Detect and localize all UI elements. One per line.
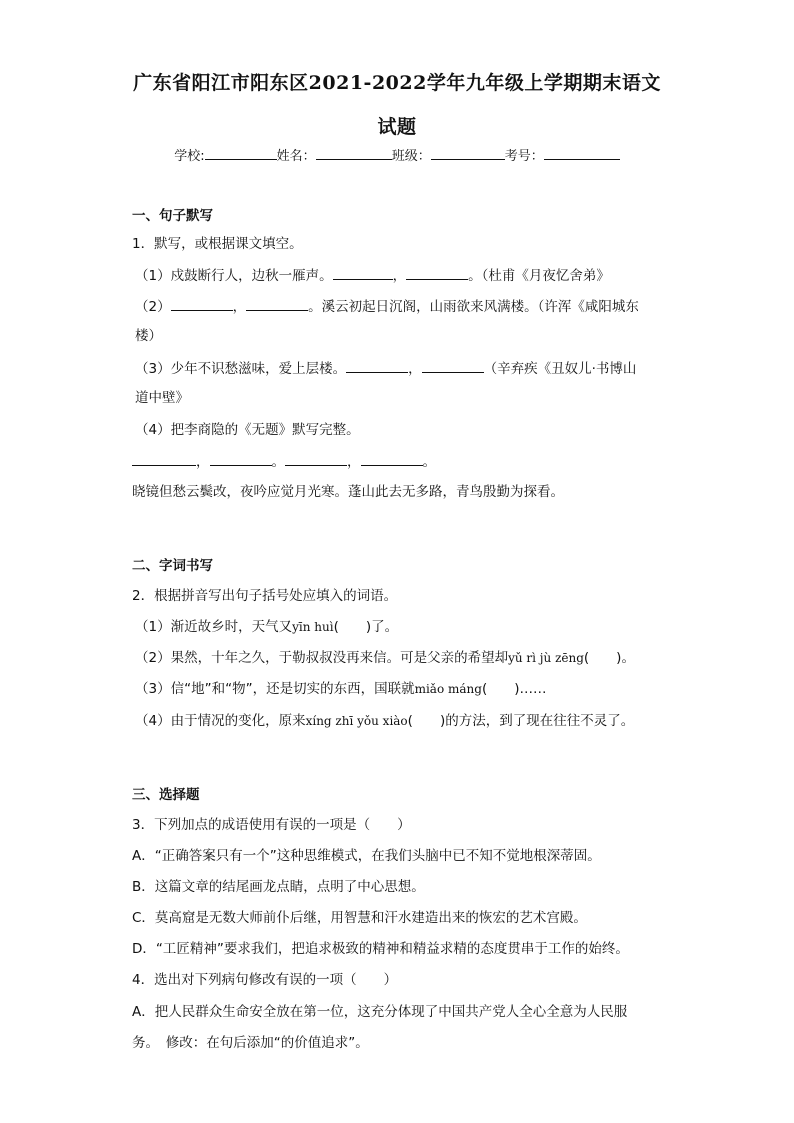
question-1-item-3: [135, 359, 636, 378]
section-heading-1: 一、句子默写: [132, 208, 213, 224]
question-1-item-3-cont: 道中壁》: [135, 390, 189, 406]
question-1-item-2: [135, 297, 639, 316]
question-4-option-a[interactable]: A．把人民群众生命安全放在第一位，这充分体现了中国共产党人全心全意为人民服: [132, 1004, 628, 1020]
q2-s2-pinyin: yǔ rì jù zēng: [508, 651, 584, 665]
q2-s3-pinyin: miǎo máng: [414, 682, 482, 696]
answer-blank[interactable]: [171, 297, 233, 311]
question-2-item-1: [135, 618, 398, 636]
school-blank[interactable]: [205, 147, 277, 160]
answer-blank[interactable]: [210, 452, 272, 466]
question-1-item-4-blanks: [132, 452, 436, 471]
question-1-item-4: （4）把李商隐的《无题》默写完整。: [135, 422, 360, 438]
q2-s1-text: （1）渐近故乡时，天气又: [135, 619, 293, 635]
question-3-option-d[interactable]: D．“工匠精神”要求我们，把追求极致的精神和精益求精的态度贯串于工作的始终。: [132, 941, 629, 957]
q2-s4-text: （4）由于情况的变化，原来: [135, 713, 306, 729]
question-3-option-a[interactable]: A．“正确答案只有一个”这种思维模式，在我们头脑中已不知不觉地根深蒂固。: [132, 848, 601, 864]
question-4-stem: 4．选出对下列病句修改有误的一项（ ）: [132, 972, 398, 988]
q1-s2-sep: ，: [232, 299, 247, 315]
answer-blank[interactable]: [346, 359, 408, 373]
question-1-stem: 1．默写，或根据课文填空。: [132, 236, 303, 252]
q2-s3-blank[interactable]: ( )……: [481, 681, 547, 697]
answer-blank[interactable]: [246, 297, 308, 311]
exam-title-line1: 广东省阳江市阳东区2021-2022学年九年级上学期期末语文: [133, 72, 661, 94]
q1-s2-text: 。溪云初起日沉阁，山雨欲来风满楼。（许浑《咸阳城东: [308, 299, 639, 315]
section-heading-3: 三、选择题: [132, 787, 200, 803]
question-4-option-a-cont: 务。 修改：在句后添加“的价值追求”。: [132, 1035, 369, 1051]
question-1-item-1: [135, 266, 610, 285]
q2-s2-blank[interactable]: ( )。: [583, 650, 635, 666]
q2-s1-blank[interactable]: ( )了。: [333, 619, 399, 635]
student-info-row: [0, 145, 794, 164]
answer-blank[interactable]: [132, 452, 196, 466]
question-1-item-2-cont: 楼）: [135, 328, 162, 344]
q1-s3-sep: ，: [408, 361, 422, 377]
q2-s4-blank[interactable]: ( )的方法，到了现在往往不灵了。: [407, 713, 635, 729]
q2-s1-pinyin: yīn huì: [292, 620, 334, 634]
q1-s4-sep: 。: [422, 454, 436, 470]
q1-s4-sep: ，: [196, 454, 210, 470]
exam-no-label: 考号：: [504, 149, 544, 164]
class-label: 班级：: [391, 149, 431, 164]
answer-blank[interactable]: [406, 266, 468, 280]
q1-s4-sep: 。: [271, 454, 285, 470]
q1-s1-sep: ，: [392, 268, 407, 284]
q1-s3-source: （辛弃疾《丑奴儿·书博山: [483, 361, 637, 377]
answer-blank[interactable]: [361, 452, 423, 466]
section-heading-2: 二、字词书写: [132, 558, 213, 574]
answer-blank[interactable]: [285, 452, 347, 466]
question-2-item-2: [135, 649, 635, 667]
answer-blank[interactable]: [422, 359, 484, 373]
q1-s2-num: （2）: [135, 299, 171, 315]
q2-s4-pinyin: xíng zhī yǒu xiào: [305, 714, 408, 728]
q1-s1-source: 。（杜甫《月夜忆舍弟》: [468, 268, 610, 284]
q2-s2-text: （2）果然，十年之久，于勒叔叔没再来信。可是父亲的希望却: [135, 650, 509, 666]
question-2-item-3: [135, 680, 546, 698]
question-1-item-4-given: 晓镜但愁云鬓改，夜吟应觉月光寒。蓬山此去无多路，青鸟殷勤为探看。: [132, 484, 564, 500]
question-2-item-4: [135, 712, 634, 730]
name-label: 姓名：: [276, 149, 316, 164]
class-blank[interactable]: [431, 147, 505, 160]
q1-s4-sep: ，: [347, 454, 361, 470]
answer-blank[interactable]: [333, 266, 393, 280]
question-3-stem: 3．下列加点的成语使用有误的一项是（ ）: [132, 817, 411, 833]
question-3-option-c[interactable]: C．莫高窟是无数大师前仆后继，用智慧和汗水建造出来的恢宏的艺术宫殿。: [132, 910, 587, 926]
exam-no-blank[interactable]: [544, 147, 620, 160]
question-3-option-b[interactable]: B．这篇文章的结尾画龙点睛，点明了中心思想。: [132, 879, 425, 895]
q1-s1-text: （1）戍鼓断行人，边秋一雁声。: [135, 268, 333, 284]
name-blank[interactable]: [316, 147, 392, 160]
q1-s3-text: （3）少年不识愁滋味，爱上层楼。: [135, 361, 347, 377]
school-label: 学校:: [174, 149, 205, 164]
q2-s3-text: （3）信“地”和“物”，还是切实的东西，国联就: [135, 681, 415, 697]
exam-title-line2: 试题: [377, 116, 417, 138]
question-2-stem: 2．根据拼音写出句子括号处应填入的词语。: [132, 588, 398, 604]
